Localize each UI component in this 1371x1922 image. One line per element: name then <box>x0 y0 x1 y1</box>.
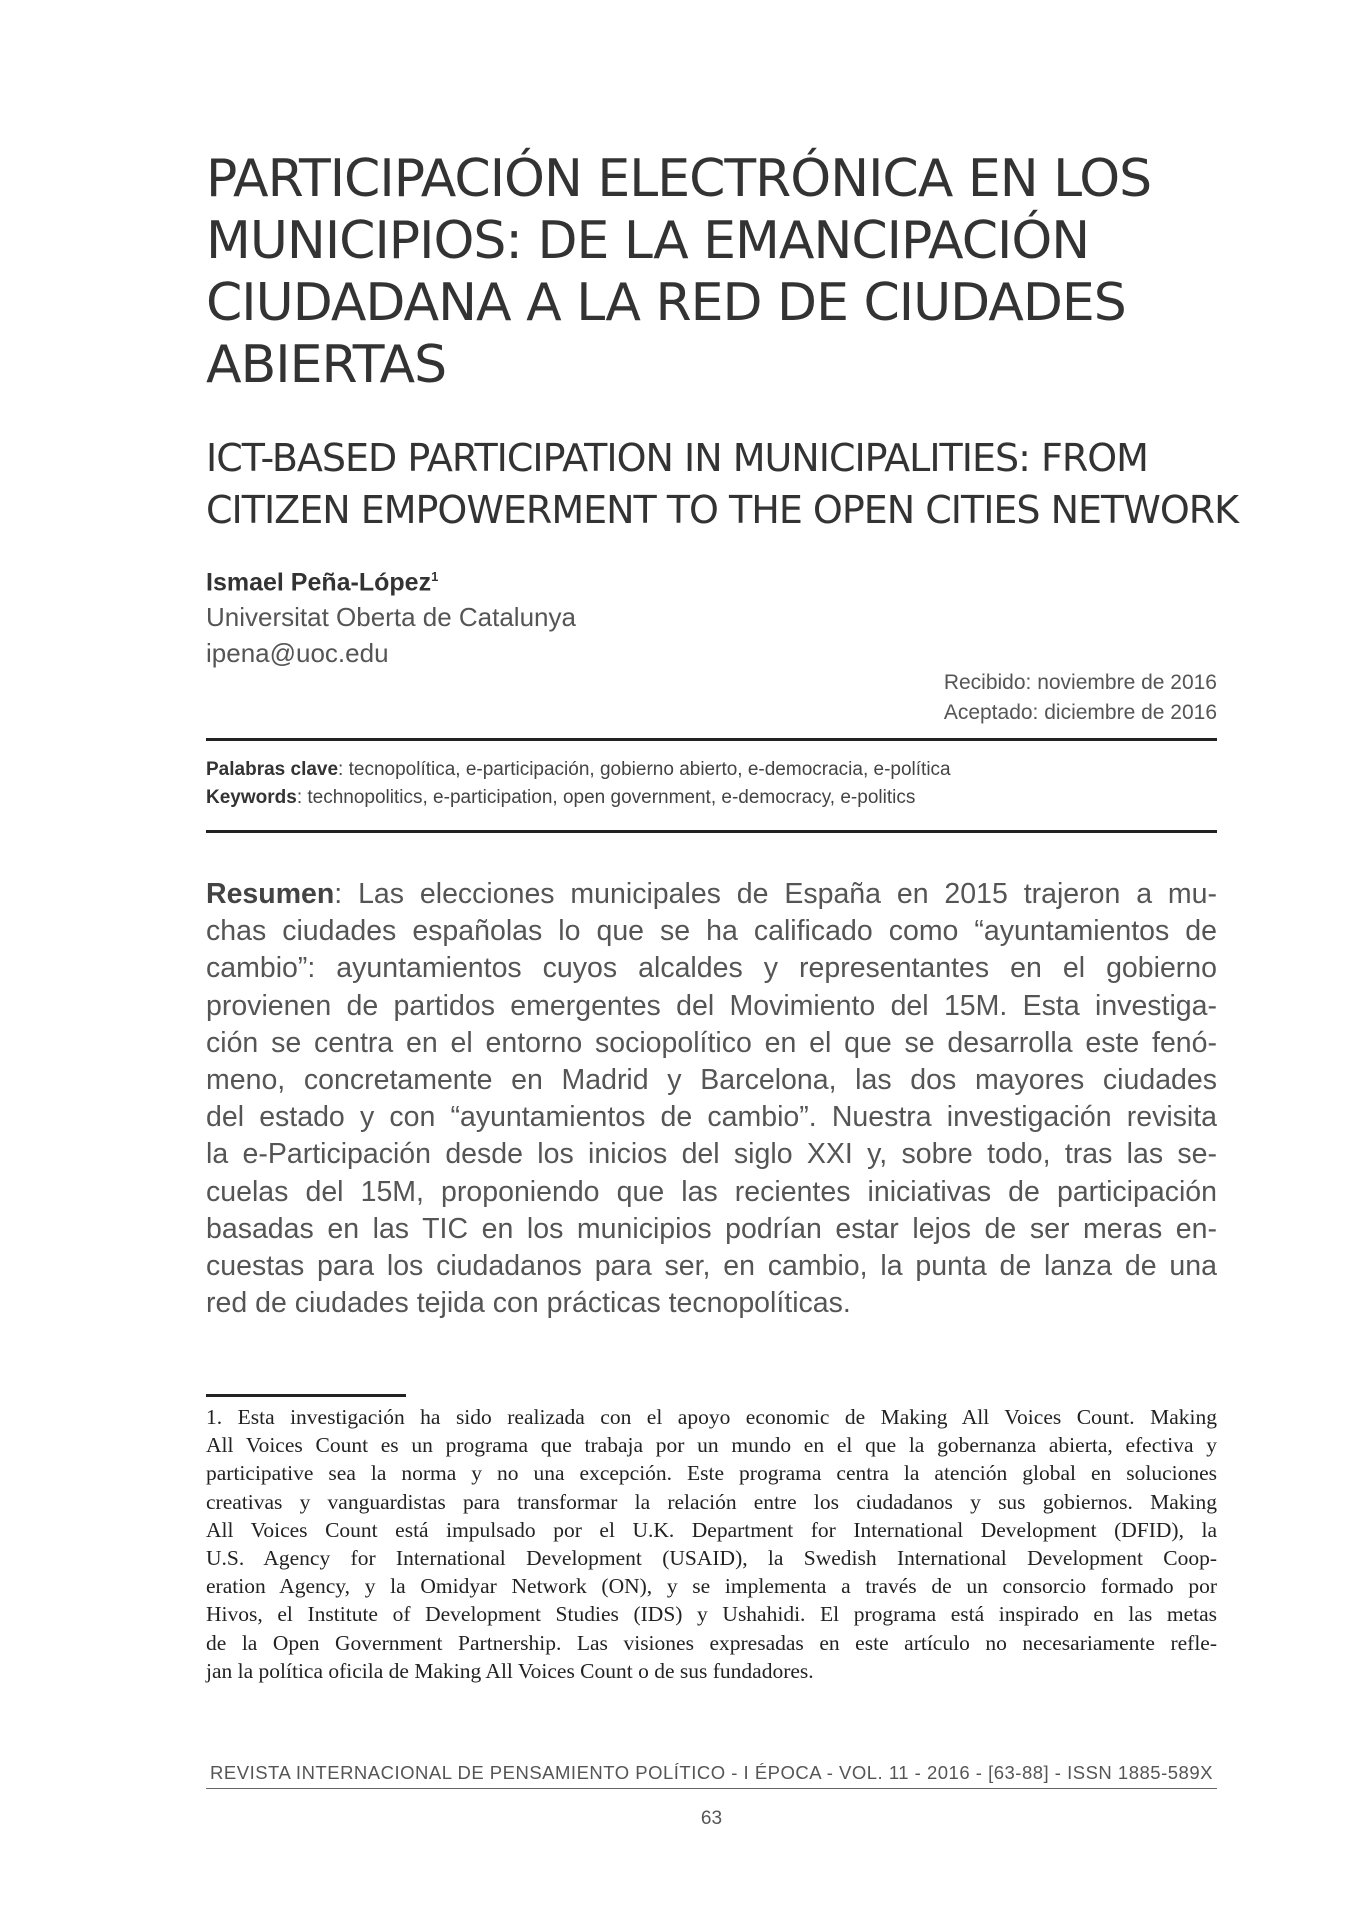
footnote-line: participative sea la norma y no una excepción. Este programa centra la atención global en soluciones <box>206 1461 1217 1486</box>
footer-rule <box>206 1788 1217 1789</box>
title-line: MUNICIPIOS: DE LA EMANCIPACIÓN <box>206 211 1090 271</box>
footnote-line: Hivos, el Institute of Development Studies (IDS) y Ushahidi. El programa está inspirado en las metas <box>206 1602 1217 1627</box>
abstract-line: basadas en las TIC en los municipios podrían estar lejos de ser meras en- <box>206 1212 1217 1245</box>
abstract-line: del estado y con “ayuntamientos de cambio”. Nuestra investigación revisita <box>206 1101 1217 1134</box>
divider-top <box>206 738 1217 741</box>
keywords-en <box>206 784 1217 812</box>
abstract-line: cambio”: ayuntamientos cuyos alcaldes y representantes en el gobierno <box>206 952 1217 985</box>
footnote-line: All Voices Count está impulsado por el U.K. Department for International Development (DFID), la <box>206 1517 1217 1542</box>
footnote <box>206 1403 1217 1685</box>
received-date: Recibido: noviembre de 2016 <box>943 671 1217 694</box>
abstract <box>206 876 1217 1322</box>
abstract-line: ción se centra en el entorno sociopolítico en el que se desarrolla este fenó- <box>206 1026 1217 1059</box>
footnote-line: U.S. Agency for International Development (USAID), la Swedish International Development Coop- <box>206 1546 1217 1571</box>
author-block <box>206 560 906 671</box>
abstract-line: provienen de partidos emergentes del Movimiento del 15M. Esta investiga- <box>206 989 1217 1022</box>
accepted-date: Aceptado: diciembre de 2016 <box>943 701 1217 724</box>
divider-bottom <box>206 830 1217 833</box>
author-name: Ismael Peña-López <box>206 568 432 597</box>
abstract-line: chas ciudades españolas lo que se ha calificado como “ayuntamientos de <box>206 915 1217 948</box>
article-subtitle <box>206 432 1239 536</box>
abstract-line: red de ciudades tejida con prácticas tecnopolíticas. <box>206 1287 851 1320</box>
author-affiliation: Universitat Oberta de Catalunya <box>206 602 576 633</box>
author-name-line <box>206 560 906 599</box>
footnote-line: 1. Esta investigación ha sido realizada con el apoyo economic de Making All Voices Count. Making <box>206 1405 1217 1429</box>
abstract-first-line-text: : Las elecciones municipales de España en 2015 trajeron a mu- <box>334 878 1217 910</box>
abstract-label: Resumen <box>206 878 335 910</box>
footnote-line: de la Open Government Partnership. Las visiones expresadas en este artículo no necesariamente refle- <box>206 1630 1217 1655</box>
subtitle-line: ICT-BASED PARTICIPATION IN MUNICIPALITIES: FROM <box>206 436 1148 480</box>
journal-running-footer: REVISTA INTERNACIONAL DE PENSAMIENTO POLÍTICO - I ÉPOCA - VOL. 11 - 2016 - [63-88] - ISSN 1885-589X <box>210 1762 1213 1783</box>
title-line: PARTICIPACIÓN ELECTRÓNICA EN LOS <box>206 149 1152 209</box>
keywords-block <box>206 756 1217 812</box>
abstract-line <box>206 876 1217 913</box>
page-number: 63 <box>700 1808 723 1829</box>
abstract-line: meno, concretamente en Madrid y Barcelona, las dos mayores ciudades <box>206 1064 1217 1097</box>
footnote-line: eration Agency, y la Omidyar Network (ON), y se implementa a través de un consorcio formado por <box>206 1574 1217 1599</box>
keywords-en-text: : technopolitics, e-participation, open government, e-democracy, e-politics <box>296 787 916 808</box>
footnote-line: All Voices Count es un programa que trabaja por un mundo en el que la gobernanza abierta, efectiva y <box>206 1433 1217 1458</box>
abstract-line: cuelas del 15M, proponiendo que las recientes iniciativas de participación <box>206 1175 1217 1208</box>
keywords-es <box>206 756 1217 784</box>
footnote-line: creativas y vanguardistas para transformar la relación entre los ciudadanos y sus gobiernos. Making <box>206 1489 1217 1514</box>
abstract-line: cuestas para los ciudadanos para ser, en cambio, la punta de lanza de una <box>206 1250 1217 1283</box>
keywords-en-label: Keywords <box>206 787 297 808</box>
footnote-separator <box>206 1394 406 1397</box>
title-line: CIUDADANA A LA RED DE CIUDADES <box>206 273 1126 333</box>
title-line: ABIERTAS <box>206 335 447 395</box>
submission-dates <box>944 668 1217 728</box>
keywords-es-label: Palabras clave <box>206 759 339 780</box>
subtitle-line: CITIZEN EMPOWERMENT TO THE OPEN CITIES NETWORK <box>206 488 1239 532</box>
footnote-line: jan la política oficila de Making All Voices Count o de sus fundadores. <box>206 1658 814 1683</box>
author-email: ipena@uoc.edu <box>206 638 389 669</box>
keywords-es-text: : tecnopolítica, e-participación, gobierno abierto, e-democracia, e-política <box>338 759 951 780</box>
author-footnote-mark: 1 <box>431 569 439 584</box>
abstract-line: la e-Participación desde los inicios del siglo XXI y, sobre todo, tras las se- <box>206 1138 1217 1171</box>
article-title <box>206 148 1216 396</box>
